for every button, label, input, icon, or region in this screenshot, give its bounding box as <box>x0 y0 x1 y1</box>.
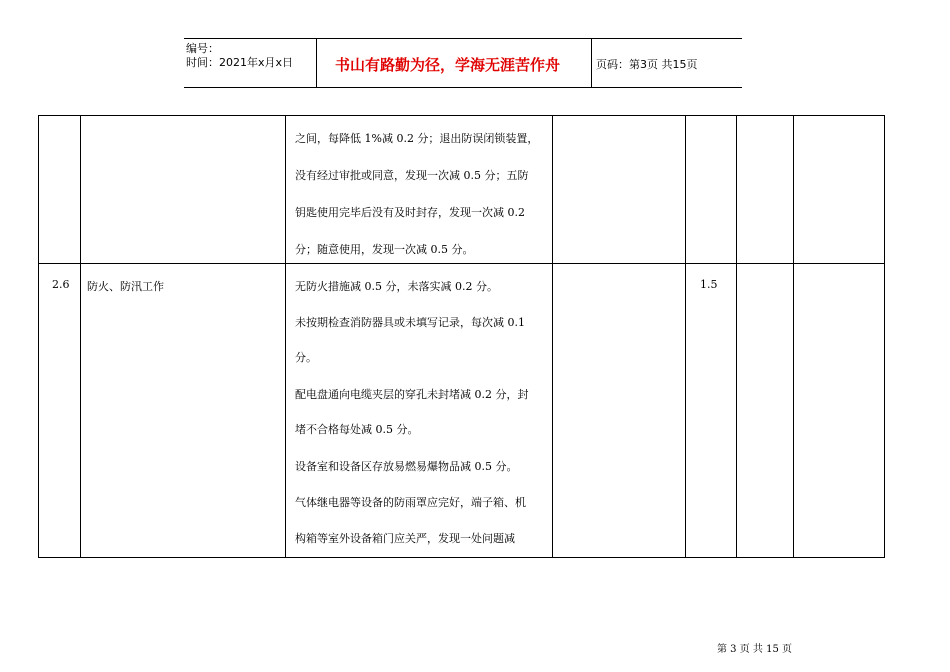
header-page-label: 页码：第3页 共15页 <box>596 58 698 71</box>
score-table <box>38 115 885 558</box>
criteria-line: 构箱等室外设备箱门应关严，发现一处问题减 <box>295 532 515 545</box>
criteria-line: 设备室和设备区存放易燃易爆物品减 0.5 分。 <box>295 460 518 473</box>
criteria-line: 堵不合格每处减 0.5 分。 <box>295 423 419 436</box>
serial-label: 编号： <box>186 42 219 55</box>
time-label: 时间：2021年x月x日 <box>186 56 294 69</box>
criteria-line: 之间，每降低 1%减 0.2 分；退出防误闭锁装置， <box>295 132 539 145</box>
column-divider <box>552 116 553 557</box>
column-divider <box>285 116 286 557</box>
row2-score: 1.5 <box>700 278 718 291</box>
motto-text: 书山有路勤为径，学海无涯苦作舟 <box>335 56 561 74</box>
criteria-line: 钥匙使用完毕后没有及时封存，发现一次减 0.2 <box>295 206 525 219</box>
row-divider <box>39 263 884 264</box>
criteria-line: 气体继电器等设备的防雨罩应完好，端子箱、机 <box>295 496 526 509</box>
column-divider <box>793 116 794 557</box>
criteria-line: 分。 <box>295 351 317 364</box>
criteria-line: 无防火措施减 0.5 分，未落实减 0.2 分。 <box>295 280 498 293</box>
column-divider <box>736 116 737 557</box>
row2-number: 2.6 <box>52 278 70 291</box>
column-divider <box>80 116 81 557</box>
row2-item: 防火、防汛工作 <box>87 280 164 293</box>
header-meta <box>186 42 293 70</box>
criteria-line: 没有经过审批或同意，发现一次减 0.5 分；五防 <box>295 169 529 182</box>
page-footer: 第 3 页 共 15 页 <box>717 644 792 655</box>
criteria-line: 未按期检查消防器具或未填写记录，每次减 0.1 <box>295 316 525 329</box>
header-motto-cell <box>316 39 592 87</box>
page-header <box>184 38 742 88</box>
criteria-line: 配电盘通向电缆夹层的穿孔未封堵减 0.2 分，封 <box>295 388 529 401</box>
column-divider <box>685 116 686 557</box>
criteria-line: 分；随意使用，发现一次减 0.5 分。 <box>295 243 474 256</box>
